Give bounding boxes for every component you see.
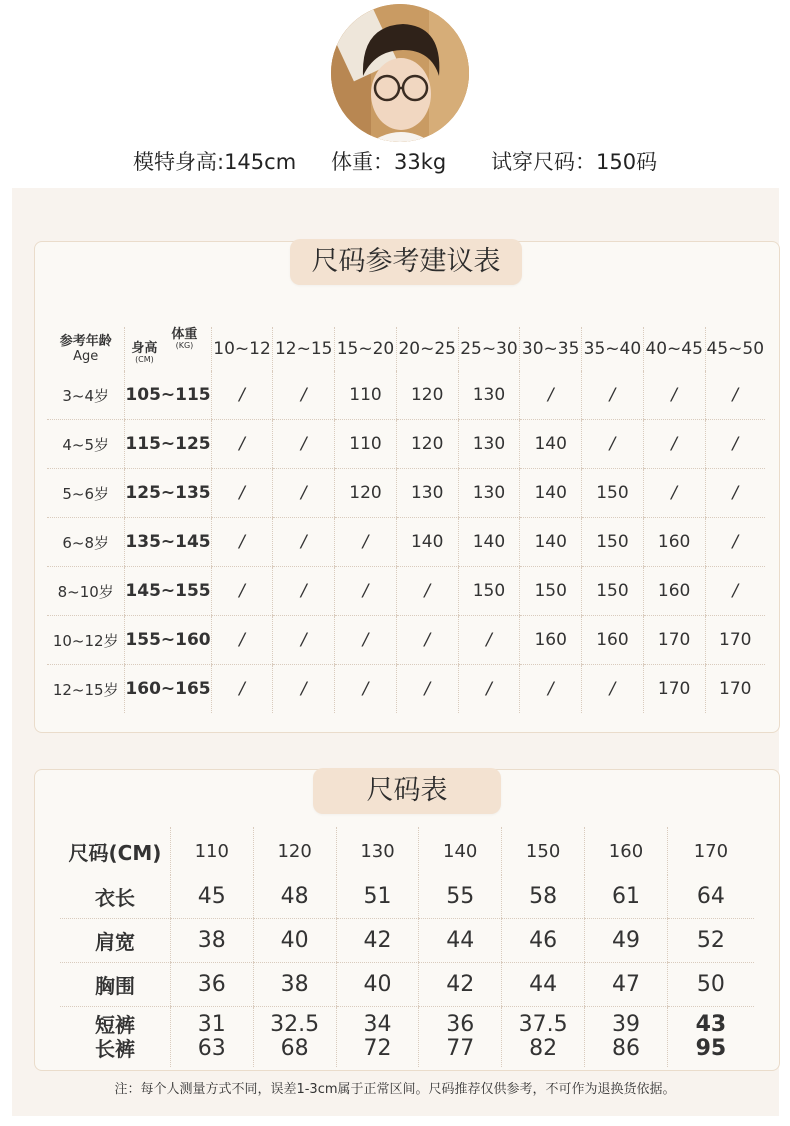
shorts-length-value: 37.5 — [518, 1012, 568, 1037]
measurement-value: 55 — [419, 875, 502, 919]
recommended-size-cell: / — [211, 420, 273, 469]
pants-value-cell — [667, 1007, 754, 1068]
reference-table-row — [47, 420, 765, 469]
measurement-value: 50 — [667, 963, 754, 1007]
measurement-value: 64 — [667, 875, 754, 919]
recommended-size-cell: 140 — [520, 420, 582, 469]
size-header-row — [60, 827, 754, 875]
model-height: 模特身高:145cm — [133, 150, 297, 174]
reference-table-row — [47, 567, 765, 616]
weight-range-header: 30~35 — [520, 327, 582, 371]
weight-range-header: 20~25 — [396, 327, 458, 371]
recommended-size-cell: 120 — [396, 420, 458, 469]
recommended-size-cell: / — [273, 469, 335, 518]
size-table — [60, 827, 754, 1067]
measurement-value: 52 — [667, 919, 754, 963]
weight-range-header: 10~12 — [211, 327, 273, 371]
recommended-size-cell: 150 — [520, 567, 582, 616]
recommended-size-cell: / — [211, 616, 273, 665]
age-cell: 6~8岁 — [47, 518, 125, 567]
recommended-size-cell: / — [335, 616, 397, 665]
pants-value-cell — [253, 1007, 336, 1068]
shorts-length-value: 31 — [197, 1012, 226, 1037]
measurement-label: 胸围 — [60, 963, 170, 1007]
shorts-length-value: 36 — [446, 1012, 475, 1037]
recommended-size-cell: / — [643, 420, 705, 469]
recommended-size-cell: / — [273, 420, 335, 469]
pants-value-cell — [419, 1007, 502, 1068]
recommended-size-cell: / — [211, 518, 273, 567]
model-size: 试穿尺码：150码 — [491, 150, 658, 174]
model-info — [0, 142, 790, 178]
recommended-size-cell: / — [396, 665, 458, 714]
trousers-length-value: 82 — [529, 1036, 558, 1061]
recommended-size-cell: 150 — [582, 518, 644, 567]
weight-label: 体重 — [171, 327, 198, 342]
recommended-size-cell: / — [211, 665, 273, 714]
weight-range-header: 45~50 — [705, 327, 765, 371]
model-photo — [331, 4, 469, 142]
measurement-value: 40 — [336, 963, 419, 1007]
recommended-size-cell: / — [458, 665, 520, 714]
age-cell: 3~4岁 — [47, 371, 125, 420]
recommended-size-cell: 140 — [520, 469, 582, 518]
size-header-label: 尺码(CM) — [68, 840, 162, 865]
reference-table-title: 尺码参考建议表 — [290, 239, 522, 285]
recommended-size-cell: 140 — [396, 518, 458, 567]
measurement-label: 衣长 — [60, 875, 170, 919]
pants-value-cell — [502, 1007, 585, 1068]
measurement-value: 38 — [170, 919, 253, 963]
pants-value-cell — [585, 1007, 668, 1068]
size-table-row — [60, 875, 754, 919]
recommended-size-cell: / — [643, 371, 705, 420]
recommended-size-cell: / — [705, 567, 765, 616]
recommended-size-cell: / — [396, 567, 458, 616]
height-cell: 155~160 — [125, 616, 211, 665]
height-cell: 160~165 — [125, 665, 211, 714]
size-table-row — [60, 919, 754, 963]
size-column-header: 140 — [419, 827, 502, 875]
reference-header-row — [47, 327, 765, 371]
recommended-size-cell: / — [705, 518, 765, 567]
recommended-size-cell: 120 — [396, 371, 458, 420]
recommended-size-cell: 160 — [643, 518, 705, 567]
recommended-size-cell: / — [273, 616, 335, 665]
pants-value-cell — [170, 1007, 253, 1068]
age-header — [47, 327, 125, 371]
size-column-header: 170 — [667, 827, 754, 875]
recommended-size-cell: / — [705, 420, 765, 469]
pants-length-row — [60, 1007, 754, 1068]
recommended-size-cell: 160 — [520, 616, 582, 665]
height-weight-header — [125, 327, 211, 371]
recommended-size-cell: / — [458, 616, 520, 665]
recommended-size-cell: 130 — [458, 371, 520, 420]
weight-range-header: 40~45 — [643, 327, 705, 371]
size-column-header: 150 — [502, 827, 585, 875]
shorts-length-value: 39 — [611, 1012, 640, 1037]
recommended-size-cell: 160 — [582, 616, 644, 665]
height-cell: 145~155 — [125, 567, 211, 616]
age-label: 参考年龄 — [59, 334, 112, 349]
recommended-size-cell: 130 — [396, 469, 458, 518]
measurement-value: 38 — [253, 963, 336, 1007]
measurement-value: 49 — [585, 919, 668, 963]
age-cell: 5~6岁 — [47, 469, 125, 518]
height-unit: (CM) — [135, 355, 154, 364]
recommended-size-cell: 160 — [643, 567, 705, 616]
recommended-size-cell: / — [520, 665, 582, 714]
measurement-value: 40 — [253, 919, 336, 963]
measurement-value: 61 — [585, 875, 668, 919]
height-cell: 135~145 — [125, 518, 211, 567]
trousers-length-value: 63 — [197, 1036, 226, 1061]
reference-table-row — [47, 518, 765, 567]
measurement-value: 36 — [170, 963, 253, 1007]
recommended-size-cell: / — [396, 616, 458, 665]
recommended-size-cell: 170 — [643, 665, 705, 714]
recommended-size-cell: / — [582, 665, 644, 714]
measurement-value: 58 — [502, 875, 585, 919]
recommended-size-cell: / — [211, 371, 273, 420]
weight-range-header: 12~15 — [273, 327, 335, 371]
recommended-size-cell: 170 — [705, 616, 765, 665]
age-cell: 10~12岁 — [47, 616, 125, 665]
measurement-value: 46 — [502, 919, 585, 963]
recommended-size-cell: 140 — [458, 518, 520, 567]
recommended-size-cell: 150 — [458, 567, 520, 616]
measurement-value: 47 — [585, 963, 668, 1007]
size-column-header: 120 — [253, 827, 336, 875]
recommended-size-cell: / — [211, 567, 273, 616]
height-cell: 105~115 — [125, 371, 211, 420]
recommended-size-cell: / — [643, 469, 705, 518]
recommended-size-cell: / — [705, 469, 765, 518]
measurement-value: 44 — [419, 919, 502, 963]
recommended-size-cell: / — [273, 518, 335, 567]
shorts-length-value: 34 — [363, 1012, 392, 1037]
trousers-length-value: 72 — [363, 1036, 392, 1061]
recommended-size-cell: 110 — [335, 371, 397, 420]
recommended-size-cell: 140 — [520, 518, 582, 567]
size-column-header: 110 — [170, 827, 253, 875]
recommended-size-cell: / — [335, 518, 397, 567]
recommended-size-cell: / — [582, 371, 644, 420]
recommended-size-cell: / — [273, 665, 335, 714]
height-cell: 125~135 — [125, 469, 211, 518]
recommended-size-cell: / — [705, 371, 765, 420]
size-table-row — [60, 963, 754, 1007]
recommended-size-cell: / — [520, 371, 582, 420]
measurement-value: 42 — [336, 919, 419, 963]
size-column-header: 130 — [336, 827, 419, 875]
age-cell: 4~5岁 — [47, 420, 125, 469]
recommended-size-cell: / — [335, 665, 397, 714]
recommended-size-cell: / — [211, 469, 273, 518]
reference-table-row — [47, 371, 765, 420]
recommended-size-cell: 130 — [458, 420, 520, 469]
age-cell: 12~15岁 — [52, 680, 119, 699]
size-column-header: 160 — [585, 827, 668, 875]
measurement-value: 42 — [419, 963, 502, 1007]
shorts-length-value: 43 — [695, 1012, 727, 1037]
recommended-size-cell: 150 — [582, 567, 644, 616]
shorts-length-value: 32.5 — [270, 1012, 320, 1037]
recommended-size-cell: / — [335, 567, 397, 616]
measurement-value: 44 — [502, 963, 585, 1007]
pants-value-cell — [336, 1007, 419, 1068]
height-label: 身高 — [131, 341, 158, 356]
age-label-en: Age — [73, 349, 99, 364]
size-note: 注：每个人测量方式不同，误差1-3cm属于正常区间。尺码推荐仅供参考，不可作为退换货依据。 — [114, 1082, 676, 1097]
recommended-size-cell: 150 — [582, 469, 644, 518]
size-table-title: 尺码表 — [313, 768, 501, 814]
reference-table-row — [47, 665, 765, 714]
pants-label-cell — [60, 1007, 170, 1068]
recommended-size-cell: / — [582, 420, 644, 469]
shorts-label: 短裤 — [94, 1013, 135, 1037]
recommended-size-cell: / — [273, 371, 335, 420]
height-cell: 115~125 — [125, 420, 211, 469]
measurement-value: 51 — [336, 875, 419, 919]
trousers-length-value: 86 — [611, 1036, 640, 1061]
weight-range-header: 35~40 — [582, 327, 644, 371]
trousers-label: 长裤 — [94, 1037, 135, 1061]
weight-range-header: 25~30 — [458, 327, 520, 371]
trousers-length-value: 95 — [695, 1036, 727, 1061]
recommended-size-cell: / — [273, 567, 335, 616]
measurement-label: 肩宽 — [60, 919, 170, 963]
measurement-value: 45 — [170, 875, 253, 919]
reference-table-row — [47, 469, 765, 518]
recommended-size-cell: 170 — [643, 616, 705, 665]
model-weight: 体重：33kg — [331, 150, 447, 174]
recommended-size-cell: 130 — [458, 469, 520, 518]
recommended-size-cell: 170 — [705, 665, 765, 714]
recommended-size-cell: 120 — [335, 469, 397, 518]
trousers-length-value: 77 — [446, 1036, 475, 1061]
age-cell: 8~10岁 — [47, 567, 125, 616]
weight-range-header: 15~20 — [335, 327, 397, 371]
measurement-value: 48 — [253, 875, 336, 919]
reference-table-row — [47, 616, 765, 665]
weight-unit: (KG) — [175, 341, 194, 350]
recommended-size-cell: 110 — [335, 420, 397, 469]
trousers-length-value: 68 — [280, 1036, 309, 1061]
reference-table — [47, 327, 765, 713]
